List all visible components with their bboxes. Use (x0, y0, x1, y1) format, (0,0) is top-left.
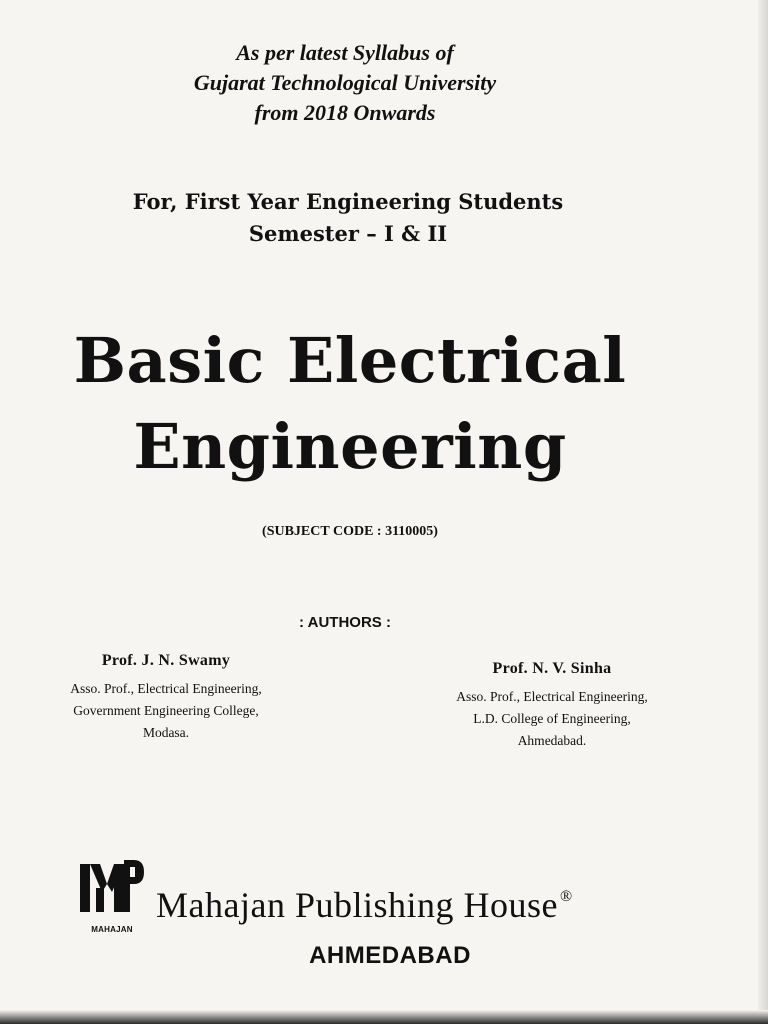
publisher-city: AHMEDABAD (309, 942, 471, 969)
book-title-line-2: Engineering (133, 410, 567, 483)
syllabus-line-1: As per latest Syllabus of (236, 40, 454, 65)
subject-code: (SUBJECT CODE : 3110005) (262, 524, 438, 539)
audience-line-2: Semester – I & II (248, 221, 448, 246)
author-affiliation-line: Asso. Prof., Electrical Engineering, (70, 681, 262, 696)
author-affiliation-line: Asso. Prof., Electrical Engineering, (456, 689, 648, 704)
publisher-name (156, 884, 573, 926)
syllabus-line-3: from 2018 Onwards (254, 100, 436, 125)
author-affiliation-line: Ahmedabad. (517, 733, 587, 748)
author-affiliation-line: Government Engineering College, (73, 703, 259, 718)
publisher-name-text: Mahajan Publishing House (156, 885, 558, 925)
audience-line-1: For, First Year Engineering Students (132, 189, 564, 214)
author-affiliation-line: L.D. College of Engineering, (473, 711, 631, 726)
book-title (0, 318, 700, 490)
syllabus-line-2: Gujarat Technological University (193, 70, 497, 95)
publisher-logo-mark (80, 858, 144, 916)
authors-heading: : AUTHORS : (299, 614, 391, 631)
page-bottom-shadow (0, 1010, 768, 1024)
author-affiliation-line: Modasa. (142, 725, 190, 740)
publisher-logo-caption: MAHAJAN (91, 925, 133, 934)
author-card (416, 660, 688, 752)
book-title-line-1: Basic Electrical (73, 324, 627, 397)
publisher-logo-icon (80, 858, 144, 934)
syllabus-note (0, 38, 690, 128)
registered-mark: ® (559, 888, 573, 905)
author-card (30, 652, 302, 744)
author-name: Prof. N. V. Sinha (492, 660, 612, 677)
author-name: Prof. J. N. Swamy (101, 652, 231, 669)
audience-note (0, 186, 696, 250)
page-edge-shadow (758, 0, 768, 1024)
